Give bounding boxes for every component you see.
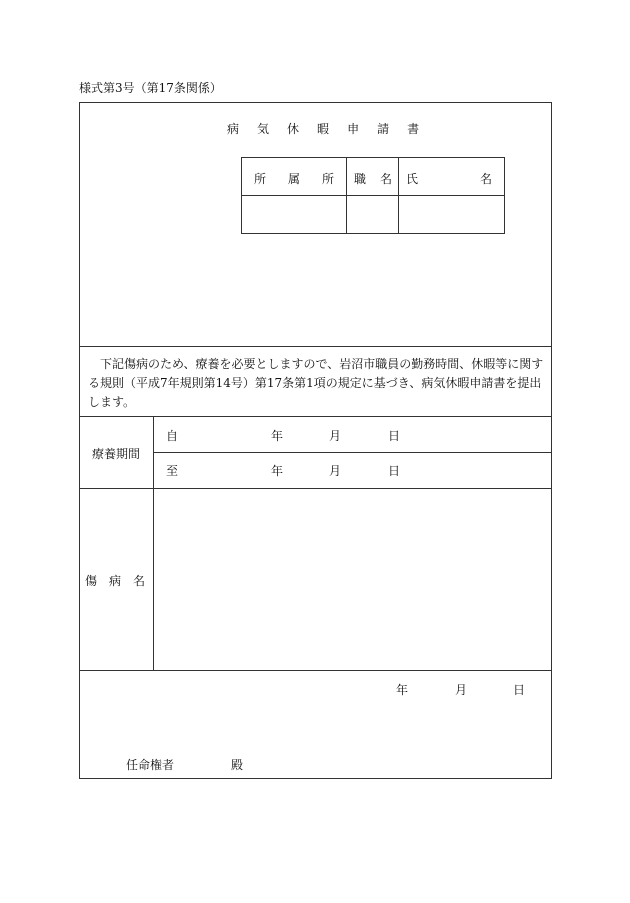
title-char: 気 (257, 122, 270, 136)
statement-text: 下記傷病のため、療養を必要としますので、岩沼市職員の勤務時間、休暇等に関する規則（平成7年規則第14号）第17条第1項の規定に基づき、病気休暇申請書を提出します。 (88, 357, 544, 409)
position-field[interactable] (348, 197, 397, 232)
affiliation-field[interactable] (243, 197, 345, 232)
to-month-label: 月 (329, 464, 342, 478)
affiliation-header: 所 属 所 (254, 172, 334, 186)
honorific-label: 殿 (231, 758, 244, 772)
to-day-label: 日 (388, 464, 401, 478)
injury-field[interactable] (156, 491, 550, 667)
footer-month-label: 月 (455, 683, 468, 697)
title-char: 休 (287, 122, 300, 136)
injury-label: 傷 病 名 (85, 574, 145, 588)
document-title (227, 120, 419, 137)
name-header: 氏 名 (406, 172, 492, 186)
period-from-label: 自 (166, 429, 179, 443)
period-to-label: 至 (166, 464, 179, 478)
applicant-info-table (241, 157, 505, 234)
from-year-label: 年 (271, 429, 284, 443)
appointer-label: 任命権者 (126, 758, 175, 772)
name-field[interactable] (400, 197, 504, 232)
position-header: 職 名 (354, 172, 392, 186)
footer-year-label: 年 (396, 683, 409, 697)
title-char: 請 (377, 122, 390, 136)
title-char: 病 (227, 122, 240, 136)
from-day-label: 日 (388, 429, 401, 443)
title-char: 暇 (317, 122, 330, 136)
sick-leave-form (79, 102, 552, 779)
to-year-label: 年 (271, 464, 284, 478)
footer-day-label: 日 (513, 683, 526, 697)
period-label: 療養期間 (92, 447, 141, 461)
title-char: 書 (407, 122, 420, 136)
from-month-label: 月 (329, 429, 342, 443)
title-char: 申 (347, 122, 360, 136)
form-number: 様式第3号（第17条関係） (79, 81, 222, 95)
